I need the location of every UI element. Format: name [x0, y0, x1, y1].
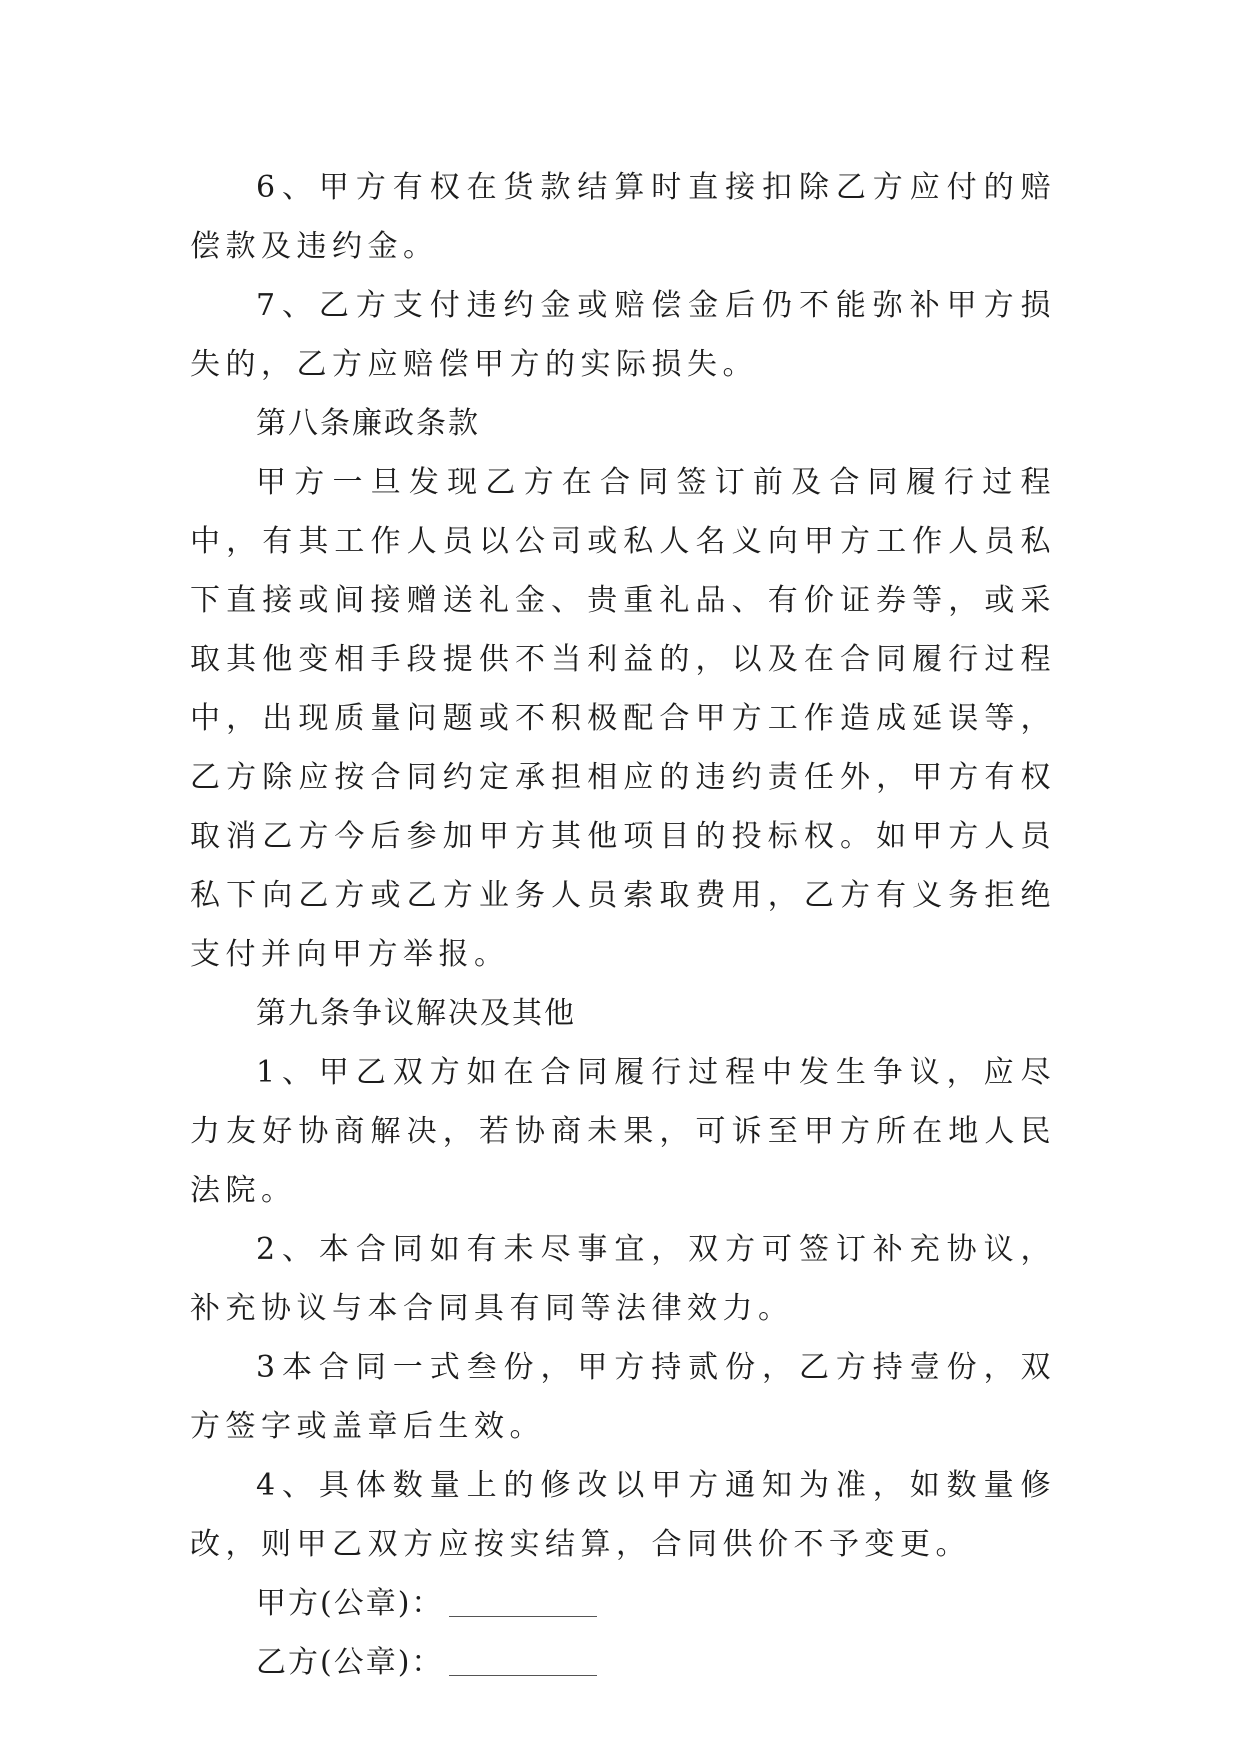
article-9-item-4: 4、具体数量上的修改以甲方通知为准，如数量修改，则甲乙双方应按实结算，合同供价不予变更。 — [190, 1468, 1056, 1562]
party-a-signature-blank — [449, 1586, 597, 1617]
clause-6-paragraph: 6、甲方有权在货款结算时直接扣除乙方应付的赔偿款及违约金。 — [190, 170, 1056, 264]
party-a-label: 甲方(公章)： — [256, 1586, 444, 1621]
article-9-heading: 第九条争议解决及其他 — [256, 996, 576, 1031]
clause-7-paragraph: 7、乙方支付违约金或赔偿金后仍不能弥补甲方损失的，乙方应赔偿甲方的实际损失。 — [190, 288, 1056, 382]
article-9-item-3: 3本合同一式叁份，甲方持贰份，乙方持壹份，双方签字或盖章后生效。 — [190, 1350, 1056, 1444]
article-9-item-1: 1、甲乙双方如在合同履行过程中发生争议，应尽力友好协商解决，若协商未果，可诉至甲方所在地人民法院。 — [190, 1055, 1056, 1208]
party-b-signature-line — [190, 1633, 1056, 1692]
party-a-signature-line — [190, 1574, 1056, 1633]
document-page — [190, 158, 1056, 1692]
article-8-heading: 第八条廉政条款 — [256, 406, 480, 441]
article-9-item-2: 2、本合同如有未尽事宜，双方可签订补充协议，补充协议与本合同具有同等法律效力。 — [190, 1232, 1056, 1326]
party-b-label: 乙方(公章)： — [256, 1645, 444, 1680]
article-8-body: 甲方一旦发现乙方在合同签订前及合同履行过程中，有其工作人员以公司或私人名义向甲方工作人员私下直接或间接赠送礼金、贵重礼品、有价证券等，或采取其他变相手段提供不当利益的，以及在合同履行过程中，出现质量问题或不积极配合甲方工作造成延误等，乙方除应按合同约定承担相应的违约责任外，甲方有权取消乙方今后参加甲方其他项目的投标权。如甲方人员私下向乙方或乙方业务人员索取费用，乙方有义务拒绝支付并向甲方举报。 — [190, 465, 1056, 972]
party-b-signature-blank — [449, 1645, 597, 1676]
